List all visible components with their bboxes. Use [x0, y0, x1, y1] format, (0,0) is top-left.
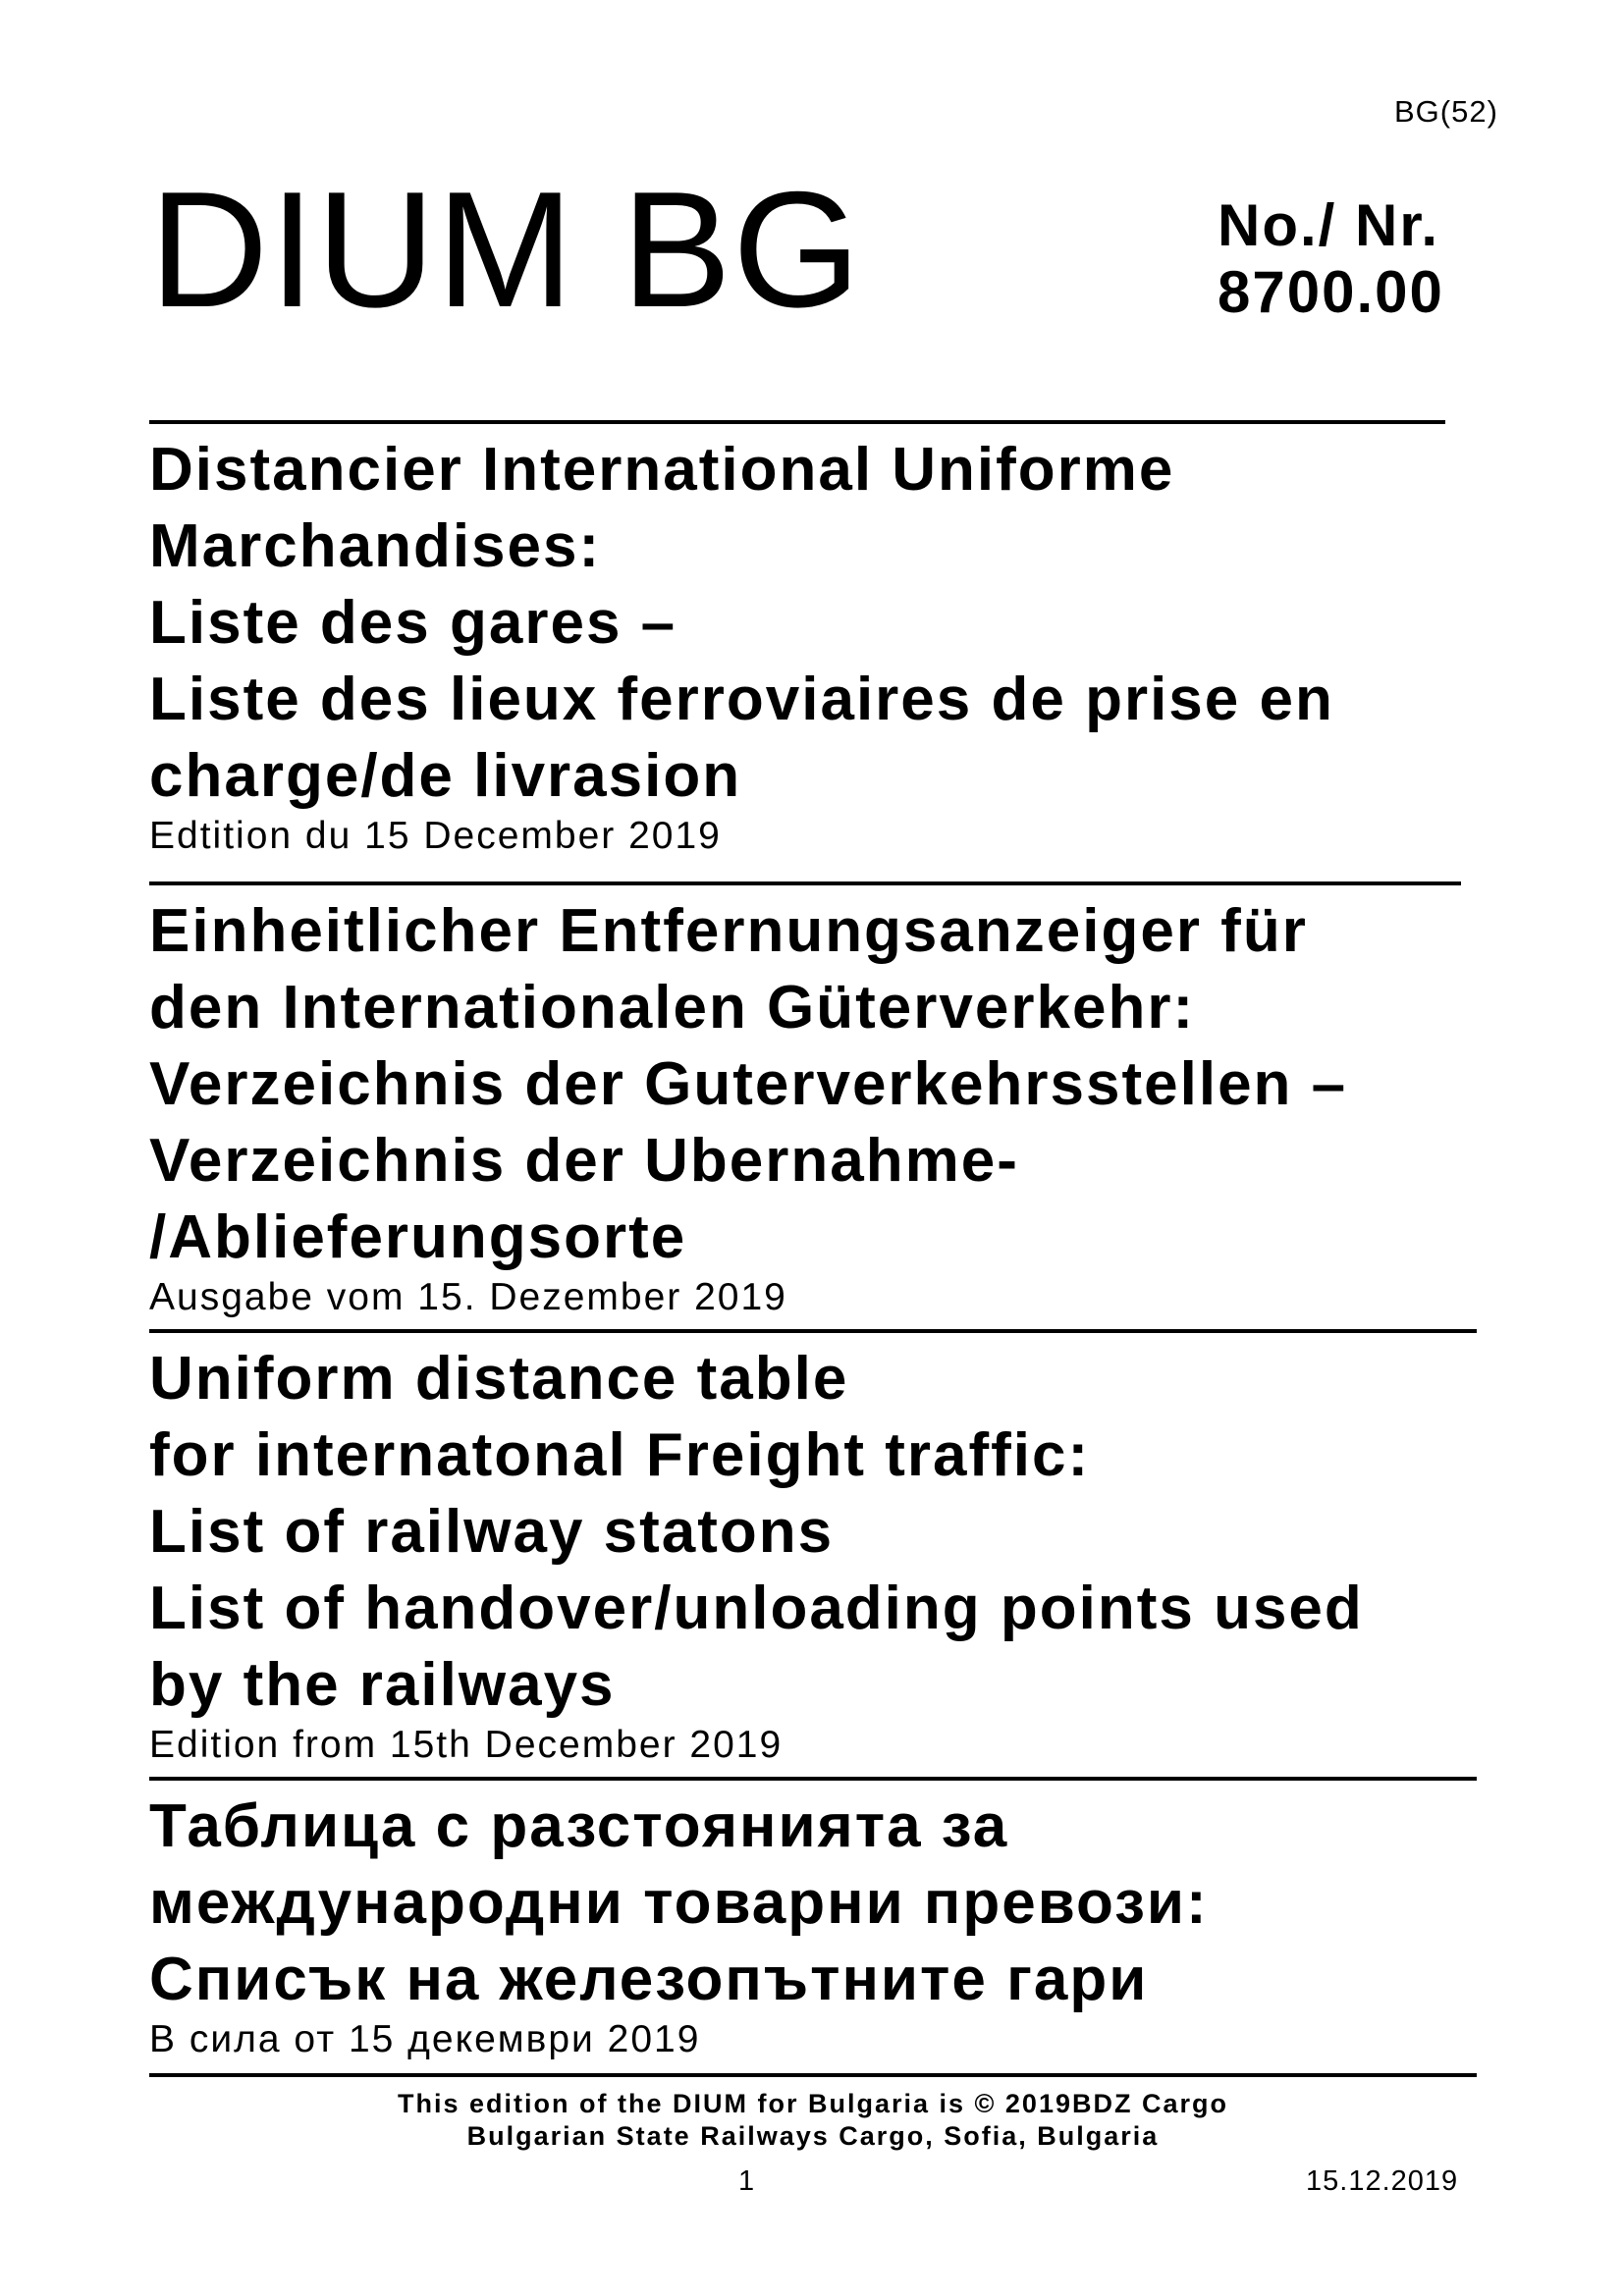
divider-bottom [149, 2073, 1477, 2077]
section-heading-line: Списък на железопътните гари [149, 1946, 1149, 2013]
section-heading-line: Таблица с разстоянията за [149, 1792, 1009, 1860]
edition-date: Ausgabe vom 15. Dezember 2019 [149, 1276, 787, 1318]
section-heading-line: Distancier International Uniforme [149, 436, 1175, 504]
section-heading-line: Verzeichnis der Guterverkehrsstellen – [149, 1050, 1348, 1118]
section-heading-line: Verzeichnis der Ubernahme- [149, 1127, 1019, 1195]
page-number: 1 [738, 2165, 755, 2197]
footer-date: 15.12.2019 [1306, 2165, 1459, 2197]
section-heading-line: for internatonal Freight traffic: [149, 1421, 1091, 1489]
edition-date: Edition from 15th December 2019 [149, 1724, 784, 1766]
section-heading-line: Uniform distance table [149, 1345, 849, 1413]
divider-top [149, 420, 1445, 424]
divider [149, 1777, 1477, 1781]
section-heading-line: by the railways [149, 1651, 616, 1719]
number-label: No./ Nr. [1218, 192, 1440, 258]
copyright-footer [149, 2088, 1477, 2153]
divider [149, 881, 1461, 885]
section-heading-line: charge/de livrasion [149, 742, 742, 810]
section-german [149, 893, 1347, 1319]
copyright-line: This edition of the DIUM for Bulgaria is © 2019BDZ Cargo [398, 2089, 1228, 2118]
section-heading-line: List of railway statons [149, 1498, 835, 1566]
divider [149, 1329, 1477, 1333]
document-title: DIUM BG [149, 157, 862, 342]
section-heading-line: den Internationalen Güterverkehr: [149, 974, 1196, 1041]
document-code: BG(52) [1394, 94, 1498, 129]
document-number-block [1218, 192, 1444, 326]
edition-date: В сила от 15 декември 2019 [149, 2018, 701, 2060]
section-heading-line: Liste des lieux ferroviaires de prise en [149, 666, 1334, 733]
section-heading-line: международни товарни превози: [149, 1869, 1209, 1937]
section-heading-line: Liste des gares – [149, 589, 677, 657]
edition-date: Edtition du 15 December 2019 [149, 815, 722, 857]
section-english [149, 1341, 1364, 1767]
publisher-line: Bulgarian State Railways Cargo, Sofia, Bulgaria [466, 2121, 1160, 2151]
section-heading-line: List of handover/unloading points used [149, 1575, 1364, 1642]
section-heading-line: Einheitlicher Entfernungsanzeiger für [149, 897, 1308, 965]
section-heading-line: /Ablieferungsorte [149, 1203, 687, 1271]
document-number: 8700.00 [1218, 259, 1444, 325]
section-french [149, 432, 1334, 858]
section-heading-line: Marchandises: [149, 512, 602, 580]
section-bulgarian [149, 1789, 1209, 2061]
